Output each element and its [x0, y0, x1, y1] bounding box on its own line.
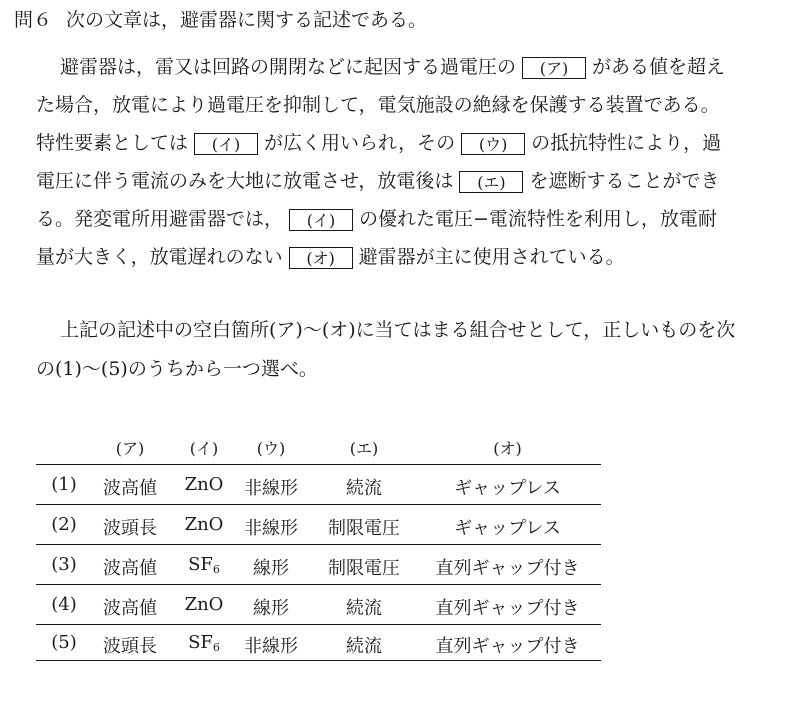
cell-u: 非線形	[244, 478, 298, 499]
cell-o: ギャップレス	[454, 478, 561, 499]
passage-text: がある値を超え	[592, 56, 726, 78]
cell-i-subscript: 6	[212, 563, 220, 576]
cell-i-main: SF	[188, 554, 213, 575]
table-row-divider	[36, 624, 601, 625]
cell-e: 制限電圧	[328, 518, 400, 539]
cell-i-main: ZnO	[184, 514, 224, 535]
cell-a: 波高値	[103, 558, 157, 579]
row-number: (4)	[51, 594, 77, 615]
cell-a: 波頭長	[103, 636, 157, 657]
blank-e: (エ)	[459, 171, 523, 193]
cell-o: ギャップレス	[454, 518, 561, 539]
cell-i	[176, 514, 232, 536]
passage-line-5	[36, 207, 717, 231]
table-row-divider	[36, 504, 601, 505]
header-i: (イ)	[189, 439, 219, 458]
header-e: (エ)	[349, 439, 379, 458]
passage-line-2	[36, 93, 720, 117]
blank-o: (オ)	[289, 247, 353, 269]
cell-o: 直列ギャップ付き	[435, 558, 580, 579]
cell-i-main: ZnO	[184, 474, 224, 495]
instruction-text: の(1)～(5)のうちから一つ選べ。	[36, 358, 318, 380]
passage-line-6	[36, 245, 625, 269]
cell-u: 線形	[253, 598, 289, 619]
cell-a: 波頭長	[103, 518, 157, 539]
question-stem: 次の文章は，避雷器に関する記述である。	[66, 9, 428, 31]
passage-text: る。発変電所用避雷器では，	[36, 208, 284, 230]
cell-i	[176, 632, 232, 654]
blank-a: (ア)	[522, 57, 586, 79]
question-header	[14, 8, 427, 32]
cell-a: 波高値	[103, 478, 157, 499]
table-bottom-rule	[36, 660, 601, 661]
passage-line-1	[60, 55, 725, 79]
row-number: (5)	[51, 632, 77, 653]
cell-u: 線形	[253, 558, 289, 579]
table-row-divider	[36, 544, 601, 545]
cell-e: 続流	[346, 598, 382, 619]
header-a: (ア)	[115, 439, 145, 458]
passage-text: 特性要素としては	[36, 132, 189, 154]
cell-u: 非線形	[244, 518, 298, 539]
passage-text: を遮断することができ	[529, 170, 720, 192]
cell-o: 直列ギャップ付き	[435, 598, 580, 619]
passage-text: た場合，放電により過電圧を抑制して，電気施設の絶縁を保護する装置である。	[36, 94, 720, 116]
table-top-rule	[36, 464, 601, 465]
cell-a: 波高値	[103, 598, 157, 619]
passage-line-3	[36, 131, 721, 155]
header-o: (オ)	[493, 439, 522, 458]
table-row-divider	[36, 584, 601, 585]
row-number: (3)	[51, 554, 77, 575]
cell-i-main: SF	[188, 632, 213, 653]
cell-e: 制限電圧	[328, 558, 400, 579]
cell-u: 非線形	[244, 636, 298, 657]
row-number: (2)	[51, 514, 77, 535]
blank-u: (ウ)	[461, 133, 525, 155]
passage-text: の優れた電圧−電流特性を利用し，放電耐	[359, 208, 717, 230]
passage-text: が広く用いられ，その	[264, 132, 456, 154]
instruction-line-2	[36, 357, 318, 381]
cell-i	[176, 554, 232, 576]
passage-text: 避雷器は，雷又は回路の開閉などに起因する過電圧の	[60, 56, 517, 78]
passage-text: 避雷器が主に使用されている。	[358, 246, 625, 268]
passage-line-4	[36, 169, 719, 193]
cell-i-main: ZnO	[184, 594, 224, 615]
cell-i-subscript: 6	[212, 641, 220, 654]
cell-i	[176, 594, 232, 616]
cell-e: 続流	[346, 636, 382, 657]
blank-i: (イ)	[194, 133, 258, 155]
cell-e: 続流	[346, 478, 382, 499]
passage-text: の抵抗特性により，過	[531, 132, 722, 154]
blank-i-repeat: (イ)	[289, 209, 353, 231]
cell-i	[176, 474, 232, 496]
cell-o: 直列ギャップ付き	[435, 636, 580, 657]
question-number: 問６	[14, 9, 53, 31]
row-number: (1)	[51, 474, 77, 495]
instruction-text: 上記の記述中の空白箇所(ア)～(オ)に当てはまる組合せとして，正しいものを次	[60, 319, 736, 341]
header-u: (ウ)	[256, 439, 286, 458]
instruction-line-1	[60, 318, 735, 342]
passage-text: 電圧に伴う電流のみを大地に放電させ，放電後は	[36, 170, 454, 192]
passage-text: 量が大きく，放電遅れのない	[36, 246, 283, 268]
